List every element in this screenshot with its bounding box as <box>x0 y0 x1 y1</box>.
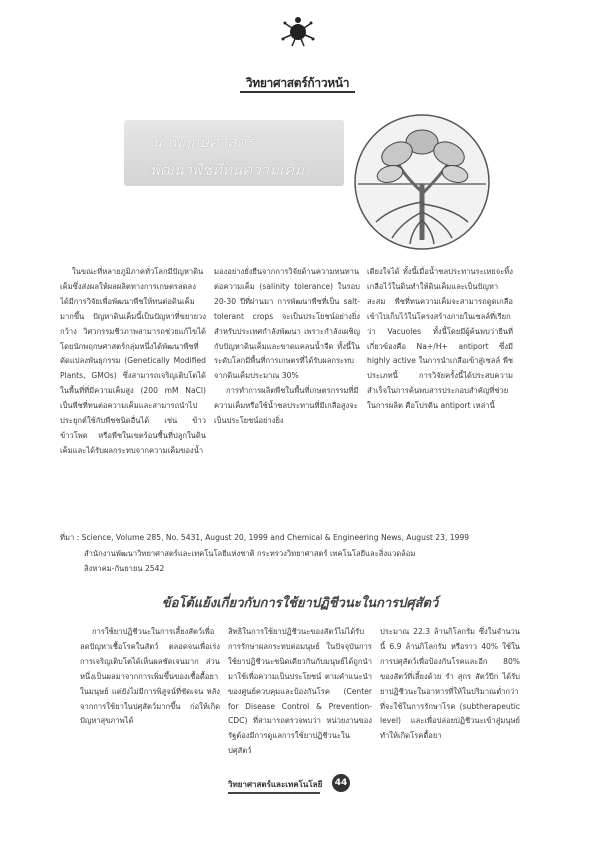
article1-paragraph: ในขณะที่หลายภูมิภาคทั่วโลกมีปัญหาดินเค็มซึ่งส่งผลให้ผลผลิตทางการเกษตรลดลง ได้มีการวิจัยเพื่อพัฒนาพืชให้ทนต่อดินเค็มมากขึ้น ปัญหาดินเค็มนี้เป็นปัญหาที่ขยายวงกว้าง วิศวกรรมชีวภาพสามารถช่วยแก้ไขได้ โดยนักพฤกษศาสตร์กลุ่มหนึ่งได้พัฒนาพืชที่ดัดแปลงพันธุกรรม (Genetically Modified Plants, GMOs) ซึ่งสามารถเจริญเติบโตได้ในพื้นที่ที่มีความเค็มสูง (200 mM NaCl) เป็นพืชที่ทนต่อความเค็มและสามารถนำไปประยุกต์ใช้กับพืชชนิดอื่นได้ เช่น ข้าว ข้าวโพด หรือพืชในเขตร้อนชื้นที่ปลูกในดินเค็มและได้รับผลกระทบจากความเค็มของน้ำ <box>60 267 206 455</box>
article2-column2 <box>228 625 372 759</box>
article1-column2 <box>214 265 360 429</box>
article2-column3 <box>380 625 520 744</box>
article1-column1 <box>60 265 206 459</box>
banner-title-line1: นักพฤกษศาสตร์ <box>152 133 255 151</box>
page-number: 44 <box>332 774 350 792</box>
article1-column3 <box>367 265 513 414</box>
atom-bug-icon <box>280 14 316 50</box>
magazine-name: วิทยาศาสตร์ก้าวหน้า <box>245 76 350 90</box>
banner-title-line2: พัฒนาพืชที่ทนความเค็ม <box>150 161 305 179</box>
article2-paragraph: การใช้ยาปฏิชีวนะในการเลี้ยงสัตว์เพื่อลดปัญหาเชื้อโรคในสัตว์ ตลอดจนเพื่อเร่งการเจริญเติบโตได้เห็นผลชัดเจนมาก ส่วนหนึ่งเป็นผลมาจากการเพิ่มขึ้นของเชื้อดื้อยาในมนุษย์ แต่ยังไม่มีการพิสูจน์ที่ชัดเจน หลังจากการใช้ยาในปศุสัตว์มากขึ้น ก่อให้เกิดปัญหาสุขภาพได้ <box>80 627 220 726</box>
article1-paragraph: มองอย่างยั่งยืนจากการวิจัยด้านความทนทานต่อความเค็ม (salinity tolerance) ในรอบ 20-30 ปีที่ผ่านมา การพัฒนาพืชที่เป็น salt-tolerant crops จะเป็นประโยชน์อย่างยิ่งสำหรับประเทศกำลังพัฒนา เพราะกำลังเผชิญกับปัญหาดินเค็มและขาดแคลนน้ำจืด ทั้งนี้ในระดับโลกมีพื้นที่การเกษตรที่ได้รับผลกระทบจากดินเค็มประมาณ 30% <box>214 267 360 381</box>
article2-column1 <box>80 625 220 729</box>
reference-line: สิงหาคม-กันยายน 2542 <box>84 564 165 573</box>
reference-line: สำนักงานพัฒนาวิทยาศาสตร์และเทคโนโลยีแห่งชาติ กระทรวงวิทยาศาสตร์ เทคโนโลยีและสิ่งแวดล้อม <box>84 548 416 558</box>
plant-roots-illustration <box>352 112 492 252</box>
article2-paragraph: ประมาณ 22.3 ล้านกิโลกรัม ซึ่งในจำนวนนี้ 6.9 ล้านกิโลกรัม หรือราว 40% ใช้ในการปศุสัตว์เพื่อป้องกันโรคและอีก 80% ของสัตว์ที่เลี้ยงด้วย รำ สุกร สัตว์ปีก ได้รับยาปฏิชีวนะในอาหารที่ให้ในปริมาณต่ำกว่าที่จะใช้ในการรักษาโรค (subtherapeutic level) และเพื่อปล่อยปฏิชีวนะเข้าสู่มนุษย์ทำให้เกิดโรคดื้อยา <box>380 627 520 741</box>
article1-paragraph: เดียงใจได้ ทั้งนี้เมื่อน้ำชลประทานระเหยจะทิ้งเกลือไว้ในดินทำให้ดินเค็มและเป็นปัญหาสะสม พืชที่ทนความเค็มจะสามารถดูดเกลือเข้าไปเก็บไว้ในโครงสร้างภายในเซลล์ที่เรียกว่า Vacuoles ทั้งนี้โดยมีผู้ค้นพบว่ายีนที่เกี่ยวข้องคือ Na+/H+ antiport ซึ่งมี highly active ในการนำเกลือเข้าสู่เซลล์ พืชประเภทนี้ การวิจัยครั้งนี้ได้ประสบความสำเร็จในการค้นพบสารประกอบสำคัญที่ช่วยในการผลิต คือโปรตีน antiport เหล่านี้ <box>367 267 513 411</box>
logo-underline <box>240 91 355 93</box>
reference-line: ที่มา : Science, Volume 285, No. 5431, August 20, 1999 and Chemical & Engineering News, August 23, 1999 <box>60 533 470 542</box>
article1-paragraph: การทำการผลิตพืชในพื้นที่เกษตรกรรมที่มีความเค็มหรือใช้น้ำชลประทานที่มีเกลือสูงจะเป็นประโยชน์อย่างยิ่ง <box>214 386 359 426</box>
article-banner <box>124 120 344 186</box>
footer-underline <box>228 792 320 794</box>
article2-title: ข้อโต้แย้งเกี่ยวกับการใช้ยาปฏิชีวนะในการปศุสัตว์ <box>161 596 439 611</box>
footer-magazine-name: วิทยาศาสตร์และเทคโนโลยี <box>228 780 323 789</box>
magazine-logo <box>240 14 355 99</box>
article1-references <box>60 530 530 577</box>
article2-paragraph: สิทธิในการใช้ยาปฏิชีวนะของสัตว์ไม่ได้รับการรักษาผลกระทบต่อมนุษย์ ในปัจจุบันการใช้ยาปฏิชีวนะชนิดเดียวกันกับมนุษย์ได้ถูกนำมาใช้เพื่อความเป็นประโยชน์ ตามคำแนะนำของศูนย์ควบคุมและป้องกันโรค (Center for Disease Control & Prevention-CDC) ที่สามารถตรวจพบว่า หน่วยงานของรัฐต้องมีการดูแลการใช้ยาปฏิชีวนะในปศุสัตว์ <box>228 627 372 756</box>
